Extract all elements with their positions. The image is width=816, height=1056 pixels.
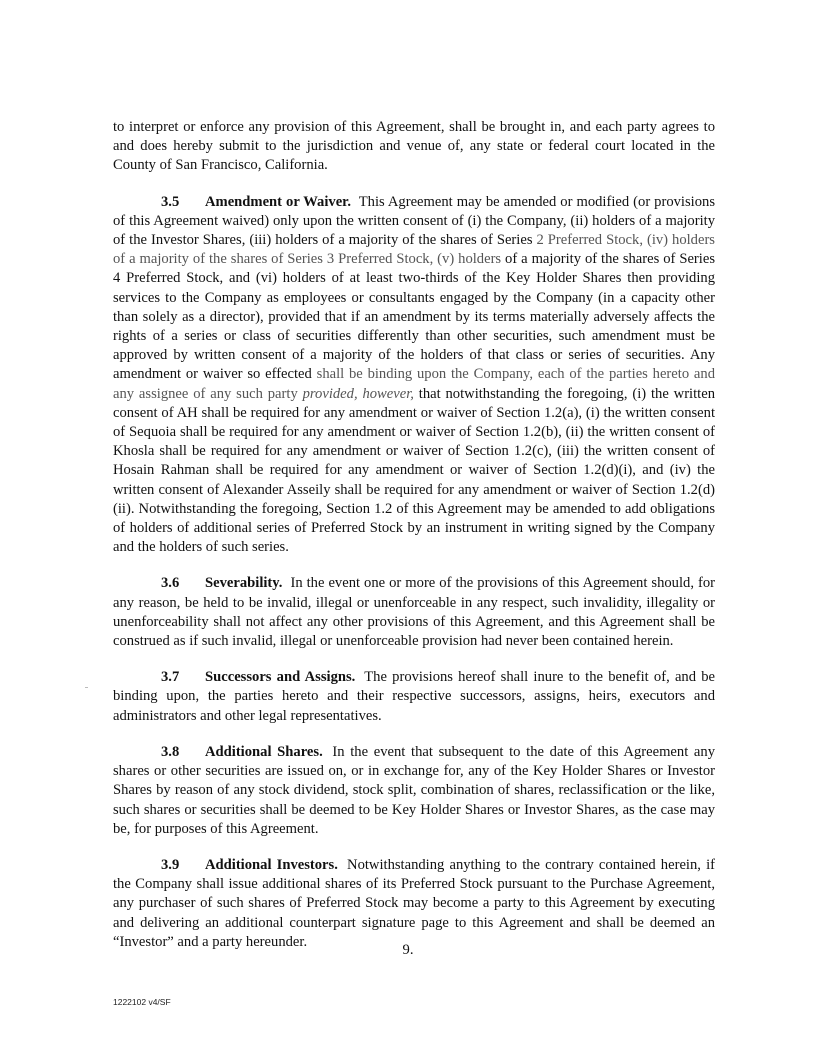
section-3-5 <box>113 193 715 558</box>
section-heading: Additional Investors. <box>205 856 338 873</box>
intro-paragraph: to interpret or enforce any provision of this Agreement, shall be brought in, and each party agrees to and does hereby submit to the jurisdiction and venue of, any state or federal court located in the County of San Francisco, California. <box>113 119 715 174</box>
section-number: 3.7 <box>161 669 180 686</box>
section-text: of a majority of the shares of Series 4 Preferred Stock, and (vi) holders of at least two-thirds of the Key Holder Shares then providing services to the Company as employees or consultants engaged by the Company (in a capacity other than solely as a director), provided that if an amendment by its terms materially adversely affects the rights of a series or class of securities differently than other securities, such amendment must be approved by written consent of a majority of the holders of that class or series of securities. Any amendment or waiver so effected <box>113 251 715 383</box>
section-heading: Successors and Assigns. <box>205 669 356 686</box>
section-3-6 <box>113 574 715 651</box>
section-number: 3.6 <box>161 575 180 592</box>
section-text-faint: shall be binding upon the Company, each of the parties hereto and any assignee of any such party <box>113 366 715 402</box>
section-heading: Additional Shares. <box>205 743 323 760</box>
page-number: 9. <box>402 942 414 958</box>
section-text: Notwithstanding anything to the contrary contained herein, if the Company shall issue additional shares of its Preferred Stock pursuant to the Purchase Agreement, any purchaser of such shares of Preferred Stock may become a party to this Agreement by executing and delivering an additional counterpart signature page to this Agreement and shall be deemed an “Investor” and a party hereunder. <box>113 856 715 950</box>
section-heading: Amendment or Waiver. <box>205 193 351 210</box>
section-3-8 <box>113 743 715 839</box>
section-text: In the event that subsequent to the date of this Agreement any shares or other securities are issued on, or in exchange for, any of the Key Holder Shares or Investor Shares by reason of any stock dividend, stock split, combination of shares, reclassification or the like, such shares or securities shall be deemed to be Key Holder Shares or Investor Shares, as the case may be, for purposes of this Agreement. <box>113 743 715 837</box>
section-number: 3.8 <box>161 743 180 760</box>
section-text: In the event one or more of the provisions of this Agreement should, for any reason, be held to be invalid, illegal or unenforceable in any respect, such invalidity, illegality or unenforceability shall not affect any other provisions of this Agreement, and this Agreement shall be construed as if such invalid, illegal or unenforceable provision had never been contained herein. <box>113 575 715 650</box>
section-3-9 <box>113 856 715 952</box>
margin-mark <box>85 687 88 688</box>
section-text-faint: 2 Preferred Stock, (iv) holders of a majority of the shares of Series 3 Preferred Stock, (v) holders <box>113 232 715 268</box>
section-text: This Agreement may be amended or modified (or provisions of this Agreement waived) only upon the written consent of (i) the Company, (ii) holders of a majority of the Investor Shares, (iii) holders of a majority of the shares of Series <box>113 193 715 249</box>
page-body <box>113 118 715 969</box>
section-number: 3.9 <box>161 856 180 873</box>
section-number: 3.5 <box>161 193 180 210</box>
proviso-text: provided, however, <box>302 385 414 402</box>
section-heading: Severability. <box>205 575 283 592</box>
section-text: The provisions hereof shall inure to the benefit of, and be binding upon, the parties hereto and their respective successors, assigns, heirs, executors and administrators and other legal representatives. <box>113 669 715 724</box>
document-id: 1222102 v4/SF <box>113 997 171 1007</box>
section-3-7 <box>113 668 715 726</box>
section-text: that notwithstanding the foregoing, (i) the written consent of AH shall be required for any amendment or waiver of Section 1.2(a), (i) the written consent of Sequoia shall be required for any amendment or waiver of Section 1.2(b), (ii) the written consent of Khosla shall be required for any amendment or waiver of Section 1.2(c), (iii) the written consent of Hosain Rahman shall be required for any amendment or waiver of Section 1.2(d)(i), and (iv) the written consent of Alexander Asseily shall be required for any amendment or waiver of Section 1.2(d)(ii). Notwithstanding the foregoing, Section 1.2 of this Agreement may be amended to add obligations of holders of additional series of Preferred Stock by an instrument in writing signed by the Company and the holders of such series. <box>113 385 715 556</box>
